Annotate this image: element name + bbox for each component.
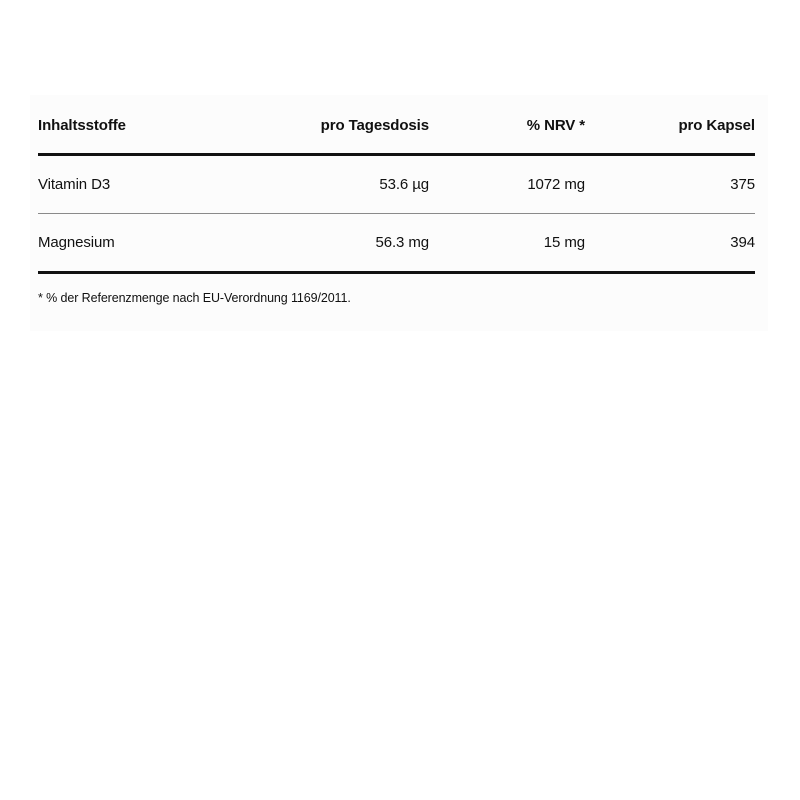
nutrition-table — [38, 95, 755, 274]
cell-per-capsule: 394 — [730, 234, 755, 251]
cell-per-capsule: 375 — [730, 176, 755, 193]
header-nrv: % NRV * — [526, 116, 585, 134]
cell-daily-dose: 53.6 µg — [379, 176, 429, 193]
cell-nrv: 1072 mg — [527, 176, 585, 193]
cell-daily-dose: 56.3 mg — [375, 234, 429, 251]
cell-nrv: 15 mg — [543, 234, 585, 251]
footnote: * % der Referenzmenge nach EU-Verordnung 1169/2011. — [38, 291, 351, 305]
table-row — [38, 214, 755, 274]
cell-ingredient: Vitamin D3 — [38, 176, 111, 193]
table-header-row — [38, 95, 755, 156]
nutrition-panel — [30, 95, 768, 331]
cell-ingredient: Magnesium — [38, 234, 115, 251]
header-per-capsule: pro Kapsel — [678, 116, 755, 134]
header-daily-dose: pro Tagesdosis — [320, 116, 429, 134]
header-ingredient: Inhaltsstoffe — [38, 116, 126, 134]
table-row — [38, 156, 755, 214]
